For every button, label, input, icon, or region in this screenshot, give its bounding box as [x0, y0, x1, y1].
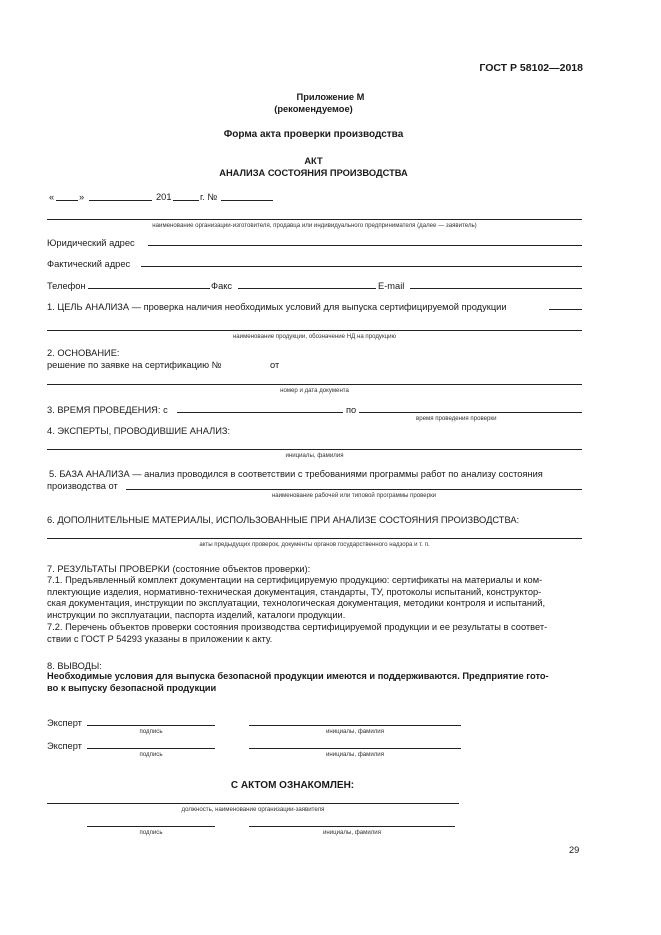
acquainted-title: С АКТОМ ОЗНАКОМЛЕН: — [230, 780, 355, 791]
s7-p2-line: 7.2. Перечень объектов проверки состояния производства сертифицируемой продукции и ее результаты в соответ- — [47, 622, 548, 632]
expert-2-signature-field[interactable] — [87, 748, 215, 749]
s2-caption: номер и дата документа — [280, 387, 349, 394]
s5-line2: производства от — [47, 481, 118, 491]
number-field[interactable] — [221, 200, 273, 201]
s7-title: 7. РЕЗУЛЬТАТЫ ПРОВЕРКИ (состояние объектов проверки): — [47, 564, 311, 574]
phone-label: Телефон — [47, 281, 86, 291]
email-label: E-mail — [378, 281, 405, 291]
s3-to: по — [346, 405, 357, 415]
close-quote: » — [79, 192, 85, 202]
s6-text: 6. ДОПОЛНИТЕЛЬНЫЕ МАТЕРИАЛЫ, ИСПОЛЬЗОВАННЫЕ ПРИ АНАЛИЗЕ СОСТОЯНИЯ ПРОИЗВОДСТВА: — [47, 515, 520, 525]
position-field[interactable] — [47, 803, 459, 804]
s7-paragraph-2 — [47, 622, 582, 645]
day-field[interactable] — [56, 200, 78, 201]
open-quote: « — [49, 192, 55, 202]
signature-caption: подпись — [139, 728, 163, 735]
s7-p1-line: ская документация, инструкции по эксплуатации, технологическая документация, методики контроля и испытаний, — [47, 598, 546, 609]
s5-program-field[interactable] — [126, 489, 582, 490]
s1-caption: наименование продукции, обозначение НД на продукцию — [232, 333, 397, 340]
s7-p2-line: ствии с ГОСТ Р 54293 указаны в приложении к акту. — [47, 633, 273, 644]
acquainted-signature-caption: подпись — [139, 829, 163, 836]
s6-materials-field[interactable] — [47, 538, 582, 539]
appendix-title: Приложение М — [296, 92, 365, 102]
s1-inline-field[interactable] — [549, 309, 582, 310]
s5-caption: наименование рабочей или типовой программы проверки — [271, 492, 437, 499]
expert-1-signature-field[interactable] — [87, 725, 215, 726]
expert-label: Эксперт — [47, 718, 82, 728]
acquainted-signature-field[interactable] — [87, 826, 215, 827]
legal-address-label: Юридический адрес — [47, 238, 135, 248]
s8-line: Необходимые условия для выпуска безопасной продукции имеются и поддерживаются. Предприятие гото- — [47, 671, 549, 681]
s7-paragraph-1 — [47, 575, 582, 621]
year-suffix: г. № — [200, 192, 218, 202]
s4-caption: инициалы, фамилия — [285, 452, 344, 459]
year-field[interactable] — [173, 200, 199, 201]
act-title: АКТ — [304, 156, 323, 166]
name-caption: инициалы, фамилия — [325, 728, 385, 735]
org-name-caption: наименование организации-изготовителя, продавца или индивидуального предпринимателя (далее — заявитель) — [152, 222, 477, 229]
actual-address-label: Фактический адрес — [47, 259, 131, 269]
s3-from-field[interactable] — [177, 412, 343, 413]
s4-experts-field[interactable] — [47, 449, 582, 450]
legal-address-field[interactable] — [148, 245, 582, 246]
s1-text: 1. ЦЕЛЬ АНАЛИЗА — проверка наличия необходимых условий для выпуска сертифицируемой продукции — [47, 302, 507, 312]
s3-to-field[interactable] — [359, 412, 582, 413]
s3-text: 3. ВРЕМЯ ПРОВЕДЕНИЯ: с — [47, 405, 168, 415]
form-title: Форма акта проверки производства — [223, 129, 404, 140]
appendix-subtitle: (рекомендуемое) — [274, 104, 353, 114]
s7-p1-line: плектующие изделия, нормативно-техническая документация, стандарты, ТУ, протоколы испытаний, конструктор- — [47, 586, 542, 597]
s7-p1-line: 7.1. Предъявленный комплект документации на сертифицируемую продукцию: сертификаты на материалы и ком- — [47, 575, 543, 585]
fax-label: Факс — [211, 281, 233, 291]
s1-product-field[interactable] — [47, 330, 582, 331]
s7-p1-line: инструкции по эксплуатации, паспорта изделий, каталоги продукции. — [47, 609, 346, 620]
s8-conclusion — [47, 671, 582, 694]
s2-from: от — [270, 360, 280, 370]
s4-text: 4. ЭКСПЕРТЫ, ПРОВОДИВШИЕ АНАЛИЗ: — [47, 426, 231, 436]
s8-title: 8. ВЫВОДЫ: — [47, 661, 102, 671]
acquainted-name-field[interactable] — [249, 826, 455, 827]
year-prefix: 201 — [156, 192, 172, 202]
s2-title: 2. ОСНОВАНИЕ: — [47, 348, 120, 358]
s3-caption: время проведения проверки — [416, 415, 497, 422]
expert-2-name-field[interactable] — [249, 748, 461, 749]
org-name-field[interactable] — [47, 219, 582, 220]
month-field[interactable] — [89, 200, 152, 201]
expert-label: Эксперт — [47, 741, 82, 751]
position-caption: должность, наименование организации-заявителя — [181, 806, 325, 813]
expert-1-name-field[interactable] — [249, 725, 461, 726]
actual-address-field[interactable] — [141, 266, 582, 267]
s5-line1: 5. БАЗА АНАЛИЗА — анализ проводился в соответствии с требованиями программы работ по анализу состояния — [49, 469, 543, 479]
fax-field[interactable] — [238, 288, 376, 289]
s2-document-field[interactable] — [47, 384, 582, 385]
name-caption: инициалы, фамилия — [325, 751, 385, 758]
acquainted-name-caption: инициалы, фамилия — [322, 829, 382, 836]
phone-field[interactable] — [88, 288, 210, 289]
page-number: 29 — [569, 845, 580, 855]
act-subtitle: АНАЛИЗА СОСТОЯНИЯ ПРОИЗВОДСТВА — [219, 168, 408, 178]
s2-text: решение по заявке на сертификацию № — [47, 360, 222, 370]
standard-number: ГОСТ Р 58102—2018 — [479, 62, 583, 74]
s6-caption: акты предыдущих проверок, документы органов государственного надзора и т. п. — [199, 541, 430, 548]
s8-line: во к выпуску безопасной продукции — [47, 682, 217, 693]
email-field[interactable] — [410, 288, 582, 289]
signature-caption: подпись — [139, 751, 163, 758]
